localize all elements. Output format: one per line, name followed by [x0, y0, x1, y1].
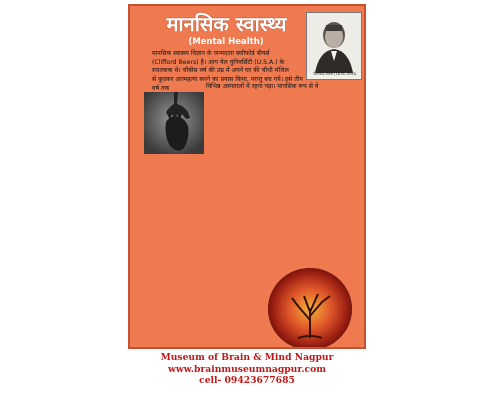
tree-painting-image — [268, 268, 352, 349]
phone-number: cell- 09423677685 — [199, 375, 295, 386]
portrait-caption: क्लिफोर्ड बीयर्स (1876-1943) — [313, 72, 357, 76]
website-link[interactable]: www.brainmuseumnagpur.com — [167, 363, 326, 375]
intro-text-continued — [206, 83, 361, 92]
intro-line: स्नातकक थे। चौबीस वर्ष की उम्र में अपने घर की चौथी मंजिल — [152, 67, 289, 75]
footer-contact — [128, 352, 366, 387]
page-subtitle: (Mental Health) — [188, 37, 264, 47]
intro-line: मानसिक स्वास्थ्य विज्ञान के जन्मदाता क्लीफोर्ड बीयर्स — [152, 50, 270, 57]
hand-over-head-image — [144, 92, 204, 154]
portrait-photo — [306, 12, 362, 80]
museum-name: Museum of Brain & Mind Nagpur — [160, 352, 334, 363]
intro-line: से कूदकर आत्महत्या करने का प्रयास किया, परन्तु बच गये। इसे तीन वर्ष तक — [152, 76, 303, 92]
poster-panel — [128, 4, 366, 349]
intro-line: (Clifford Beers) है। आप येल युनिवर्सिटी (U.S.A.) के — [152, 58, 285, 66]
intro-line: विभिन्न अस्पतालों में रहना पड़ा। मानसिक रूप से वे — [206, 83, 319, 90]
page-title: मानसिक स्वास्थ्य — [166, 12, 287, 36]
